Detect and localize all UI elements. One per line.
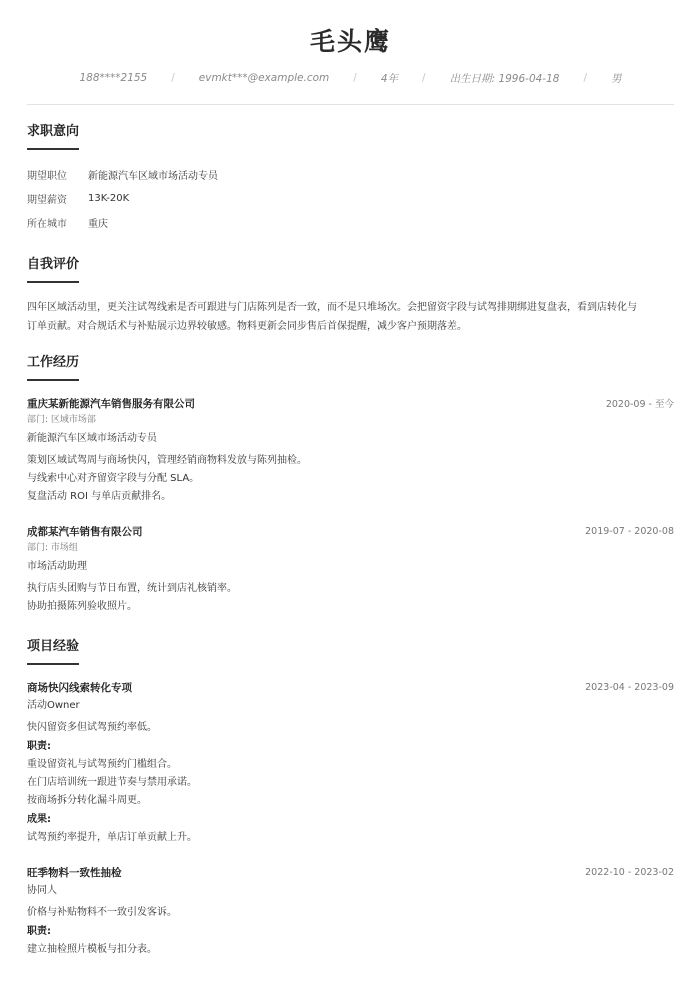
duty-label: 职责: (27, 741, 51, 752)
job-title: 新能源汽车区域市场活动专员 (27, 433, 157, 444)
intent-row (27, 186, 674, 210)
intent-value: 重庆 (88, 218, 108, 230)
intent-row (27, 162, 674, 186)
header-divider (27, 104, 674, 105)
project-description: 价格与补贴物料不一致引发客诉。 (27, 907, 177, 918)
duty-label: 职责: (27, 926, 51, 937)
section-title: 自我评价 (27, 257, 80, 272)
work-entry (27, 394, 674, 506)
project-entry (27, 678, 674, 847)
intent-value: 新能源汽车区域市场活动专员 (88, 170, 218, 182)
section-underline (27, 281, 79, 283)
project-name: 旺季物料一致性抽检 (27, 866, 122, 879)
contact-bar (27, 70, 674, 86)
work-entry (27, 522, 674, 616)
project-role: 活动Owner (27, 700, 80, 711)
separator: / (353, 72, 357, 84)
date-range: 2022-10 - 2023-02 (585, 866, 674, 878)
result-line: 试驾预约率提升，单店订单贡献上升。 (27, 832, 197, 843)
result-label: 成果: (27, 814, 51, 825)
date-range: 2020-09 - 至今 (605, 399, 674, 410)
separator: / (171, 72, 175, 84)
work-line: 复盘活动 ROI 与单店贡献排名。 (27, 491, 172, 502)
resume-page (27, 0, 674, 959)
date-range: 2019-07 - 2020-08 (585, 525, 674, 537)
company-name: 成都某汽车销售有限公司 (27, 525, 143, 538)
duty-line: 重设留资礼与试驾预约门槛组合。 (27, 759, 177, 770)
section-projects (27, 638, 674, 959)
intent-value: 13K-20K (88, 192, 130, 204)
separator: / (583, 72, 588, 84)
phone: 188****2155 (79, 72, 148, 84)
email: evmkt***@example.com (198, 72, 330, 84)
intent-label: 期望职位 (27, 170, 67, 182)
section-title: 项目经验 (27, 639, 80, 654)
section-underline (27, 663, 79, 665)
duty-line: 在门店培训统一跟进节奏与禁用承诺。 (27, 777, 197, 788)
section-title: 工作经历 (27, 355, 80, 370)
section-title: 求职意向 (27, 124, 80, 139)
section-work (27, 354, 674, 616)
intent-label: 所在城市 (27, 218, 67, 230)
duty-line: 建立抽检照片模板与扣分表。 (27, 944, 157, 955)
job-title: 市场活动助理 (27, 561, 87, 572)
work-line: 协助拍摄陈列验收照片。 (27, 601, 137, 612)
separator: / (422, 72, 426, 84)
company-name: 重庆某新能源汽车销售服务有限公司 (27, 397, 195, 410)
department: 部门: 市场组 (27, 543, 78, 553)
section-underline (27, 379, 79, 381)
work-line: 与线索中心对齐留资字段与分配 SLA。 (27, 473, 200, 484)
intent-row (27, 210, 674, 234)
gender: 男 (611, 72, 622, 85)
date-range: 2023-04 - 2023-09 (585, 681, 674, 693)
work-line: 执行店头团购与节日布置，统计到店礼核销率。 (27, 583, 237, 594)
section-intent (27, 123, 674, 234)
intent-label: 期望薪资 (27, 194, 67, 206)
self-evaluation-line: 四年区域活动里，更关注试驾线索是否可跟进与门店陈列是否一致，而不是只堆场次。会把留资字段与试驾排期绑进复盘表，看到店转化与 (27, 302, 637, 313)
birth-date: 出生日期: 1996-04-18 (449, 72, 560, 85)
work-line: 策划区域试驾周与商场快闪，管理经销商物料发放与陈列抽检。 (27, 455, 307, 466)
duty-line: 按商场拆分转化漏斗周更。 (27, 795, 147, 806)
project-entry (27, 863, 674, 959)
self-evaluation-line: 订单贡献。对合规话术与补贴展示边界较敏感。物料更新会同步售后首保提醒，减少客户预期落差。 (27, 321, 467, 332)
candidate-name: 毛头鹰 (309, 27, 391, 56)
project-role: 协同人 (27, 885, 57, 896)
section-self-evaluation (27, 256, 674, 336)
experience-years: 4年 (380, 72, 399, 85)
section-underline (27, 148, 79, 150)
project-description: 快闪留资多但试驾预约率低。 (27, 722, 157, 733)
department: 部门: 区域市场部 (27, 415, 96, 425)
project-name: 商场快闪线索转化专项 (27, 681, 132, 694)
